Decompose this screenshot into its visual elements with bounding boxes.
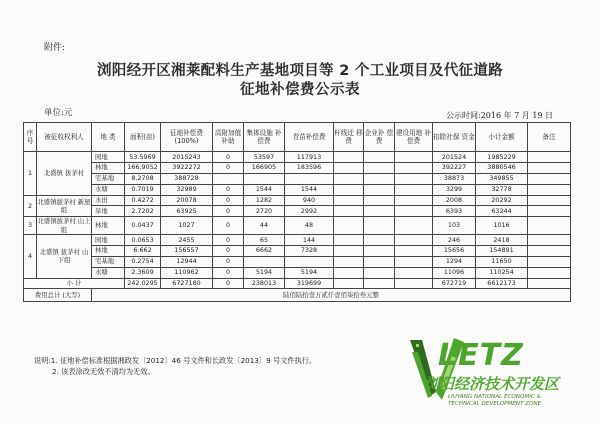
table-cell: 3922272: [161, 162, 213, 173]
subtotal-cell: 242.0295: [125, 278, 161, 289]
table-cell: 0: [213, 235, 244, 246]
subtotal-cell: 6612173: [476, 278, 528, 289]
subtotal-label: 小 计: [24, 278, 125, 289]
logo-cn-text: 浏阳经济技术开发区: [424, 375, 560, 393]
remark-cell: [528, 195, 571, 206]
table-cell: [364, 184, 395, 195]
table-cell: 44: [244, 217, 285, 235]
table-cell: [213, 173, 244, 184]
column-header: 被征收权利人: [37, 123, 92, 152]
table-cell: 1544: [285, 184, 334, 195]
table-cell: 3299: [433, 184, 476, 195]
table-cell: 5194: [285, 267, 334, 278]
note-1: 说明:1. 征地补偿标准根据湘政发〔2012〕46 号文件和长政发〔2013〕9 号文件执行。: [34, 356, 317, 365]
remark-cell: [528, 152, 571, 163]
column-header: 面积(亩): [125, 123, 161, 152]
remark-cell: [528, 184, 571, 195]
table-cell: 0: [213, 245, 244, 256]
column-header: 集体设施 补偿费: [244, 123, 285, 152]
table-cell: 0.7019: [125, 184, 161, 195]
note-2: 2. 该表涂改无效不清均为无效。: [52, 367, 155, 376]
table-cell: 53597: [244, 152, 285, 163]
column-header: 备注: [528, 123, 571, 152]
table-cell: [395, 256, 433, 267]
table-cell: 2455: [161, 235, 213, 246]
table-cell: 2.7202: [125, 206, 161, 217]
table-cell: 166.9052: [125, 162, 161, 173]
table-cell: 0: [213, 184, 244, 195]
owner-cell: 北盛镇 拔茅村: [37, 152, 92, 196]
table-cell: 53.5969: [125, 152, 161, 163]
remark-cell: [528, 162, 571, 173]
publish-date: 公示时间:2016 年 7 月 19 日: [446, 111, 554, 120]
table-row: [24, 217, 571, 235]
table-cell: 宅基地: [92, 173, 125, 184]
document-title-line1: 浏阳经开区湘莱配料生产基地项目等 2 个工业项目及代征道路: [97, 63, 503, 79]
table-cell: 1282: [244, 195, 285, 206]
table-cell: 388728: [161, 173, 213, 184]
table-row: [24, 245, 571, 256]
subtotal-cell: [395, 278, 433, 289]
column-header: 征地补偿费 (100%): [161, 123, 213, 152]
table-cell: 旱地: [92, 206, 125, 217]
attachment-label: 附件:: [44, 43, 66, 53]
table-cell: [364, 195, 395, 206]
owner-cell: 北盛镇 拔茅村 山下组: [37, 235, 92, 279]
table-cell: 2418: [476, 235, 528, 246]
table-cell: 1016: [476, 217, 528, 235]
table-cell: [395, 267, 433, 278]
subtotal-cell: 672719: [433, 278, 476, 289]
column-header: 高附加值 补助: [213, 123, 244, 152]
logo-en-text: [448, 394, 541, 408]
table-cell: 110254: [476, 267, 528, 278]
table-cell: 12944: [161, 256, 213, 267]
table-cell: 183596: [285, 162, 334, 173]
table-cell: 1294: [433, 256, 476, 267]
remark-cell: [528, 267, 571, 278]
table-cell: 63244: [476, 206, 528, 217]
table-cell: [334, 206, 364, 217]
table-cell: 1544: [244, 184, 285, 195]
table-cell: [395, 173, 433, 184]
table-cell: 156557: [161, 245, 213, 256]
logo-en-line2: TECHNICAL DEVELOPMENT ZONE: [448, 401, 542, 407]
table-cell: 3880546: [476, 162, 528, 173]
table-cell: 15656: [433, 245, 476, 256]
compensation-table: [23, 122, 571, 302]
table-cell: 宅基地: [92, 256, 125, 267]
remark-cell: [528, 278, 571, 289]
table-cell: [395, 217, 433, 235]
table-cell: [334, 195, 364, 206]
table-cell: [364, 256, 395, 267]
table-cell: 20292: [476, 195, 528, 206]
subtotal-row: [24, 278, 571, 289]
table-cell: 144: [285, 235, 334, 246]
row-number: 2: [24, 195, 37, 217]
table-cell: 0.4272: [125, 195, 161, 206]
table-row: [24, 195, 571, 206]
table-row: [24, 173, 571, 184]
column-header: 建设用地 补偿费: [395, 123, 433, 152]
table-cell: 110962: [161, 267, 213, 278]
column-header: 青苗补偿费: [285, 123, 334, 152]
table-cell: [395, 152, 433, 163]
table-cell: 0.0653: [125, 235, 161, 246]
table-cell: 0: [213, 267, 244, 278]
table-cell: 0: [213, 152, 244, 163]
table-cell: [364, 217, 395, 235]
remark-cell: [528, 235, 571, 246]
table-cell: 349855: [476, 173, 528, 184]
subtotal-cell: 0: [213, 278, 244, 289]
table-cell: [334, 173, 364, 184]
table-cell: [244, 256, 285, 267]
table-cell: [364, 245, 395, 256]
table-cell: [395, 235, 433, 246]
table-row: [24, 162, 571, 173]
table-cell: 11650: [476, 256, 528, 267]
table-cell: [334, 267, 364, 278]
table-cell: 2015243: [161, 152, 213, 163]
row-number: 4: [24, 235, 37, 279]
subtotal-cell: [334, 278, 364, 289]
table-cell: 246: [433, 235, 476, 246]
table-cell: 2720: [244, 206, 285, 217]
total-row: [24, 289, 571, 302]
row-number: 3: [24, 217, 37, 235]
table-cell: [334, 152, 364, 163]
table-cell: [395, 162, 433, 173]
table-cell: 8.2708: [125, 173, 161, 184]
table-cell: [244, 173, 285, 184]
table-cell: 0.0437: [125, 217, 161, 235]
table-cell: 11096: [433, 267, 476, 278]
table-cell: 392227: [433, 162, 476, 173]
table-cell: [364, 162, 395, 173]
table-cell: 6.662: [125, 245, 161, 256]
table-cell: 水塘: [92, 184, 125, 195]
table-cell: 32989: [161, 184, 213, 195]
column-header: 扣除社保 资金: [433, 123, 476, 152]
remark-cell: [528, 173, 571, 184]
table-cell: [334, 235, 364, 246]
table-cell: 0: [213, 162, 244, 173]
table-cell: [395, 195, 433, 206]
table-row: [24, 152, 571, 163]
table-cell: 2008: [433, 195, 476, 206]
table-cell: [334, 245, 364, 256]
table-cell: 5194: [244, 267, 285, 278]
table-cell: 201524: [433, 152, 476, 163]
logo-text: LETZ: [438, 338, 524, 373]
table-cell: 38873: [433, 173, 476, 184]
column-header: 地 类: [92, 123, 125, 152]
owner-cell: 北盛镇拔茅村 山上组: [37, 217, 91, 234]
logo-en-line1: LIUYANG NATIONAL ECONOMIC &: [448, 394, 541, 400]
total-amount-uppercase: 陆佰陆拾壹万贰仟壹佰柒拾叁元整: [92, 289, 571, 302]
column-header: 小计金额: [476, 123, 528, 152]
table-cell: 园地: [92, 152, 125, 163]
remark-cell: [528, 245, 571, 256]
subtotal-cell: [364, 278, 395, 289]
table-cell: 林地: [92, 245, 125, 256]
table-cell: 0: [213, 206, 244, 217]
column-header: 杆线迁 移费: [334, 123, 364, 152]
table-cell: 0.2754: [125, 256, 161, 267]
table-cell: [364, 152, 395, 163]
table-cell: 6662: [244, 245, 285, 256]
table-cell: 166905: [244, 162, 285, 173]
table-row: [24, 235, 571, 246]
table-cell: 63925: [161, 206, 213, 217]
table-cell: 20078: [161, 195, 213, 206]
notes: [34, 355, 316, 377]
column-header: 序号: [24, 123, 37, 152]
table-cell: [285, 256, 334, 267]
table-cell: [285, 173, 334, 184]
table-cell: 0: [213, 217, 244, 235]
table-cell: 117913: [285, 152, 334, 163]
letz-logo: [408, 336, 588, 418]
unit-label: 单位:元: [44, 108, 73, 118]
table-cell: 32778: [476, 184, 528, 195]
table-cell: [334, 184, 364, 195]
table-cell: [334, 217, 364, 235]
table-cell: [334, 256, 364, 267]
owner-cell: 北盛镇拔茅村 新屋组: [37, 195, 92, 217]
table-cell: 2.3609: [125, 267, 161, 278]
table-cell: 103: [433, 217, 476, 235]
table-cell: [395, 184, 433, 195]
header-row: [24, 123, 571, 152]
table-row: [24, 256, 571, 267]
table-cell: 6393: [433, 206, 476, 217]
table-cell: 水田: [92, 195, 125, 206]
table-cell: 154891: [476, 245, 528, 256]
table-cell: 1027: [161, 217, 213, 235]
table-cell: 0: [213, 256, 244, 267]
table-cell: [395, 245, 433, 256]
table-cell: 65: [244, 235, 285, 246]
table-cell: 2992: [285, 206, 334, 217]
column-header: 企业补 偿费: [364, 123, 395, 152]
table-cell: 48: [285, 217, 334, 235]
table-cell: 940: [285, 195, 334, 206]
remark-cell: [528, 256, 571, 267]
remark-cell: [528, 217, 571, 235]
table-cell: 林地: [92, 162, 125, 173]
table-cell: [395, 206, 433, 217]
table-cell: [364, 173, 395, 184]
table-cell: [364, 235, 395, 246]
table-cell: 7328: [285, 245, 334, 256]
row-number: 1: [24, 152, 37, 196]
subtotal-cell: 6727180: [161, 278, 213, 289]
table-cell: 0: [213, 195, 244, 206]
total-label: 费用总计 (大写): [24, 289, 92, 302]
table-cell: [364, 206, 395, 217]
table-row: [24, 267, 571, 278]
table-cell: 水塘: [92, 267, 125, 278]
remark-cell: [528, 206, 571, 217]
table-cell: 1985229: [476, 152, 528, 163]
table-cell: [334, 162, 364, 173]
document-title-line2: 征地补偿费公示表: [240, 82, 360, 98]
subtotal-cell: 238013: [244, 278, 285, 289]
table-cell: 园地: [92, 235, 125, 246]
table-row: [24, 206, 571, 217]
table-cell: 林地: [92, 217, 125, 235]
table-row: [24, 184, 571, 195]
table-cell: [364, 267, 395, 278]
subtotal-cell: 319699: [285, 278, 334, 289]
